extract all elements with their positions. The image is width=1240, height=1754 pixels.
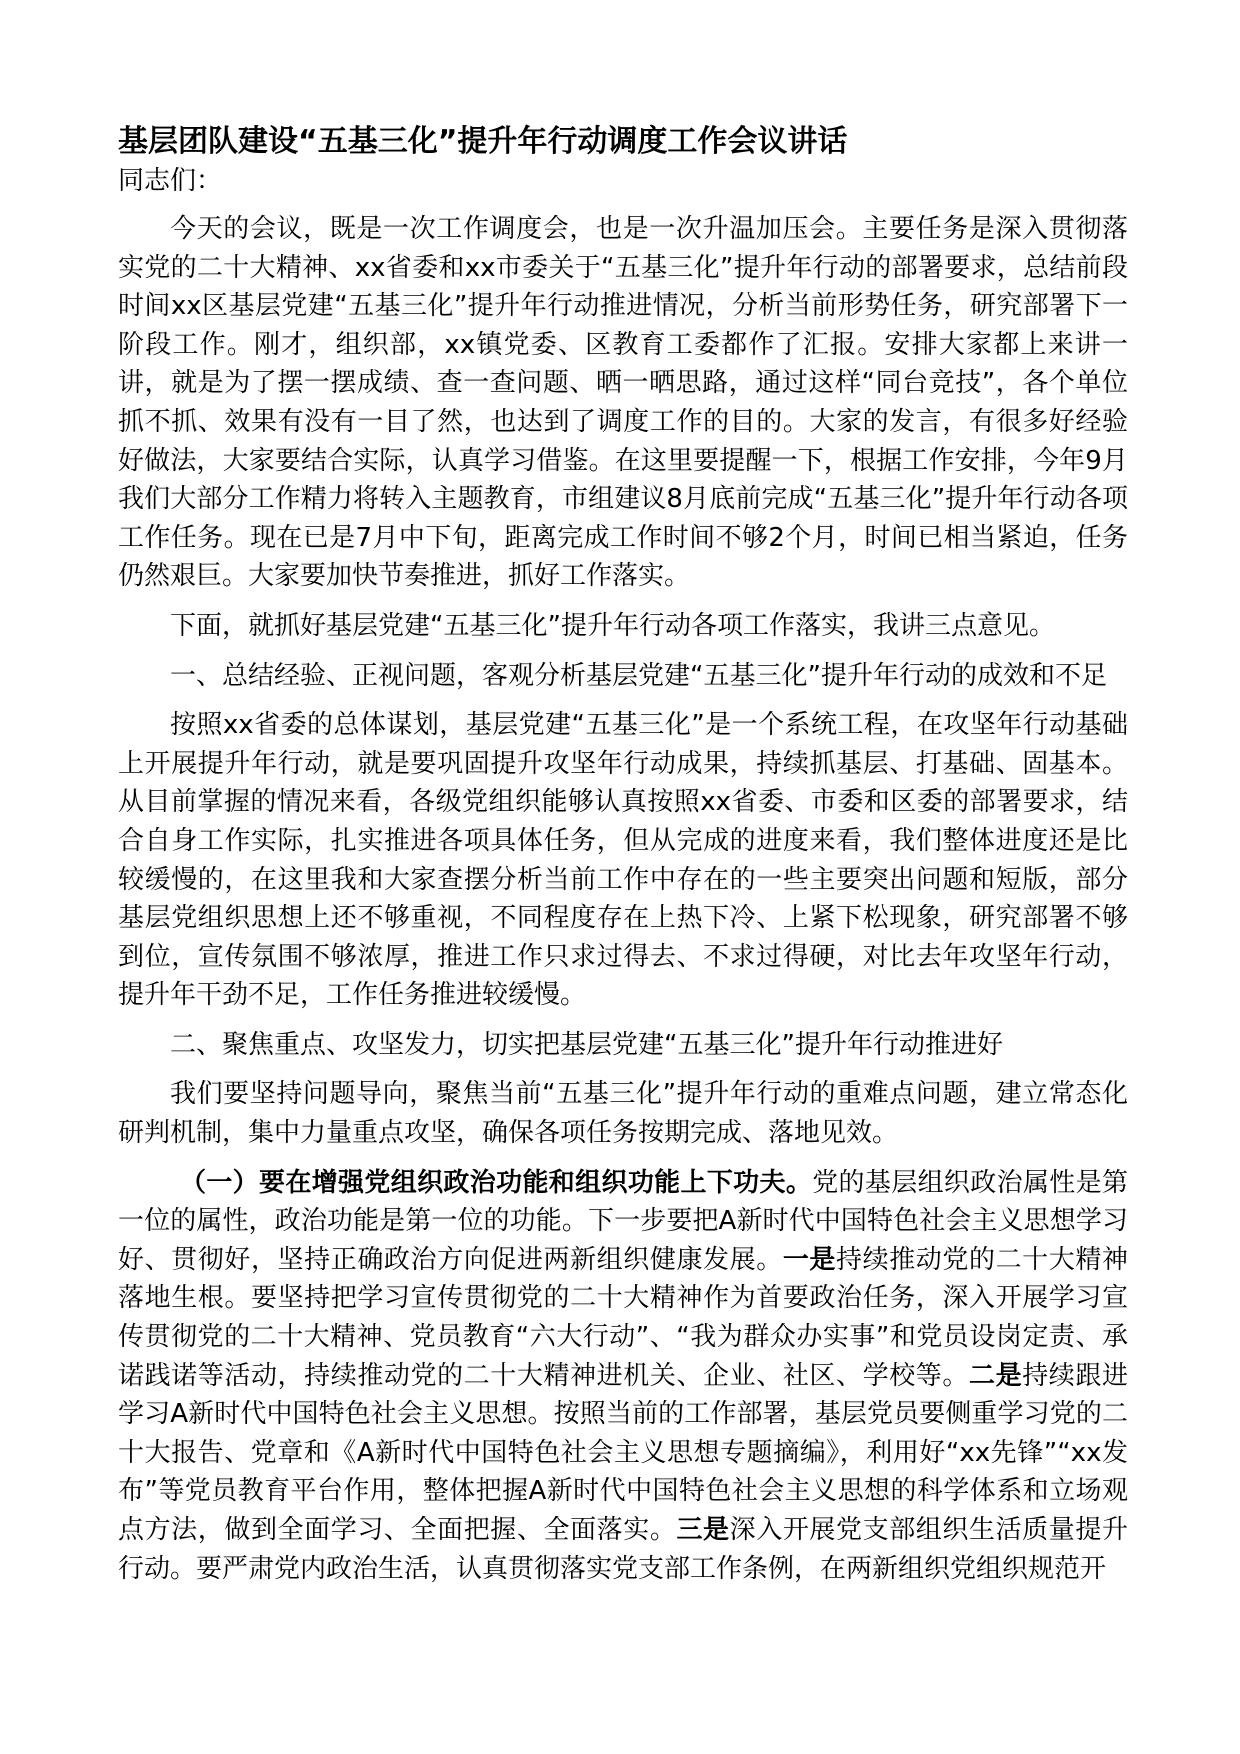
subsection-one-text-b: 持续推动党的二十大精神落地生根。要坚持把学习宣传贯彻党的二十大精神作为首要政治任务，深入开展学习宣传贯彻党的二十大精神、党员教育“六大行动”、“我为群众办实事”和党员设岗定责、承诺践诺等活动，持续推动党的二十大精神进机关、企业、社区、学校等。 — [118, 1244, 1128, 1391]
section-heading-two: 二、聚焦重点、攻坚发力，切实把基层党建“五基三化”提升年行动推进好 — [170, 1029, 1003, 1060]
subsection-one-text-c: 持续跟进学习A新时代中国特色社会主义思想。按照当前的工作部署，基层党员要侧重学习党的二十大报告、党章和《A新时代中国特色社会主义思想专题摘编》，利用好“xx先锋”“xx发布”等党员教育平台作用，整体把握A新时代中国特色社会主义思想的科学体系和立场观点方法，做到全面学习、全面把握、全面落实。 — [118, 1360, 1128, 1545]
paragraph-opening: 今天的会议，既是一次工作调度会，也是一次升温加压会。主要任务是深入贯彻落实党的二十大精神、xx省委和xx市委关于“五基三化”提升年行动的部署要求，总结前段时间xx区基层党建“五基三化”提升年行动推进情况，分析当前形势任务，研究部署下一阶段工作。刚才，组织部，xx镇党委、区教育工委都作了汇报。安排大家都上来讲一讲，就是为了摆一摆成绩、查一查问题、晒一晒思路，通过这样“同台竞技”，各个单位抓不抓、效果有没有一目了然，也达到了调度工作的目的。大家的发言，有很多好经验好做法，大家要结合实际，认真学习借鉴。在这里要提醒一下，根据工作安排，今年9月我们大部分工作精力将转入主题教育，市组建议8月底前完成“五基三化”提升年行动各项工作任务。现在已是7月中下旬，距离完成工作时间不够2个月，时间已相当紧迫，任务仍然艰巨。大家要加快节奏推进，抓好工作落实。 — [118, 214, 1128, 592]
paragraph-section-two-intro: 我们要坚持问题导向，聚焦当前“五基三化”提升年行动的重难点问题，建立常态化研判机制，集中力量重点攻坚，确保各项任务按期完成、落地见效。 — [118, 1079, 1128, 1149]
document-title: 基层团队建设“五基三化”提升年行动调度工作会议讲话 — [118, 124, 848, 159]
subsection-one-text-a: 党的基层组织政治属性是第一位的属性，政治功能是第一位的功能。下一步要把A新时代中国特色社会主义思想学习好、贯彻好，坚持正确政治方向促进两新组织健康发展。 — [118, 1167, 1128, 1275]
subsection-one-text-d: 深入开展党支部组织生活质量提升行动。要严肃党内政治生活，认真贯彻落实党支部工作条例，在两新组织党组织规范开 — [118, 1515, 1128, 1584]
point-label-three: 三是 — [676, 1515, 730, 1545]
document-body — [118, 122, 1128, 1599]
point-label-one: 一是 — [782, 1244, 837, 1275]
paragraph-subsection-one — [118, 1164, 1128, 1589]
section-heading-one: 一、总结经验、正视问题，客观分析基层党建“五基三化”提升年行动的成效和不足 — [170, 660, 1107, 691]
subsection-one-heading: （一）要在增强党组织政治功能和组织功能上下功夫。 — [180, 1167, 813, 1198]
paragraph-intro-three-points: 下面，就抓好基层党建“五基三化”提升年行动各项工作落实，我讲三点意见。 — [170, 610, 1055, 641]
paragraph-section-one: 按照xx省委的总体谋划，基层党建“五基三化”是一个系统工程，在攻坚年行动基础上开展提升年行动，就是要巩固提升攻坚年行动成果，持续抓基层、打基础、固基本。从目前掌握的情况来看，各级党组织能够认真按照xx省委、市委和区委的部署要求，结合自身工作实际，扎实推进各项具体任务，但从完成的进度来看，我们整体进度还是比较缓慢的，在这里我和大家查摆分析当前工作中存在的一些主要突出问题和短版，部分基层党组织思想上还不够重视，不同程度存在上热下冷、上紧下松现象，研究部署不够到位，宣传氛围不够浓厚，推进工作只求过得去、不求过得硬，对比去年攻坚年行动，提升年干劲不足，工作任务推进较缓慢。 — [118, 710, 1128, 1011]
salutation: 同志们： — [118, 166, 223, 196]
point-label-two: 二是 — [969, 1360, 1023, 1391]
